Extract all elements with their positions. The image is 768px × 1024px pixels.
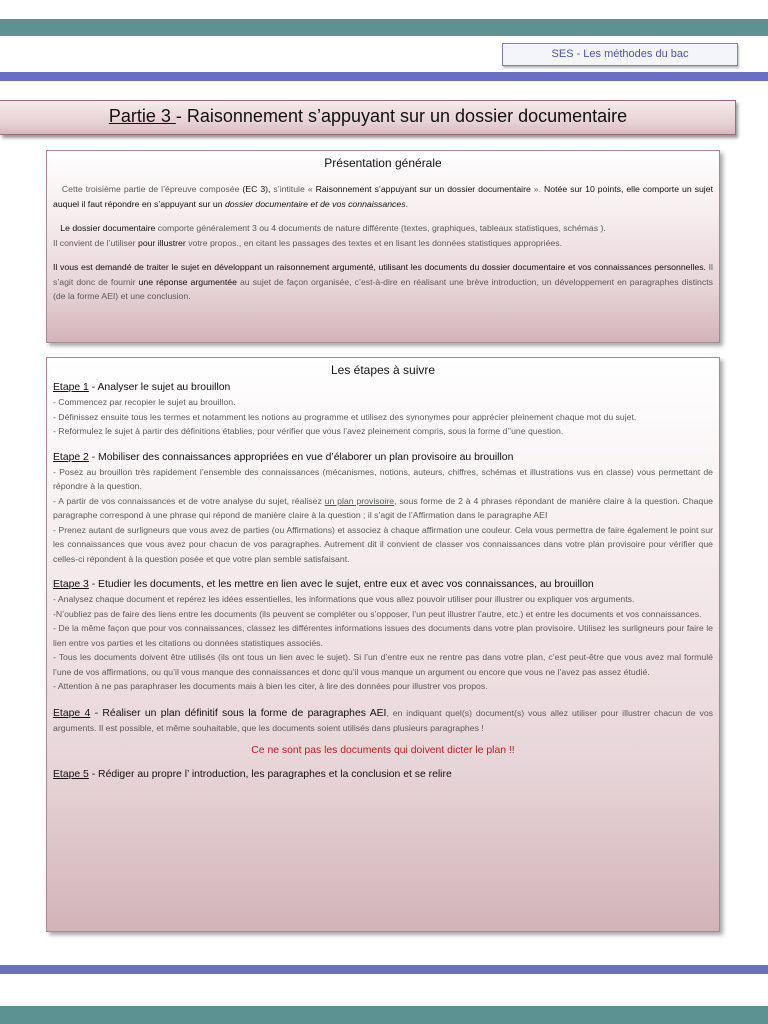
header-label: SES - Les méthodes du bac (551, 48, 689, 60)
title-banner (0, 100, 736, 135)
title-rest: - Raisonnement s’appuyant sur un dossier documentaire (175, 106, 628, 126)
etape-2-heading: Etape 2 - Mobiliser des connaissances appropriées en vue d’élaborer un plan provisoire au brouillon (53, 451, 514, 463)
bottom-blue-bar (0, 965, 768, 974)
etape-1-line: - Reformulez le sujet à partir des définitions établies, pour vérifier que vous l’avez pleinement compris, sous la forme d’’une question. (53, 426, 564, 436)
etape-2-line: - Prenez autant de surligneurs que vous avez de parties (ou Affirmations) et associez à chaque affirmation une couleur. Cela vous permettra de faire également le point sur les connaissances que vous avez pour chacun de vos paragraphes. Autrement dit il convient de classer vos connaissances dans votre plan provisoire pour vérifier que celles-ci répondent à la question posée et que votre plan semble satisfaisant. (53, 524, 713, 564)
etape-1-line: - Définissez ensuite tous les termes et notamment les notions au programme et utilisez des synonymes pour apprécier pleinement chaque mot du sujet. (53, 411, 637, 422)
etape-3-line: -N’oubliez pas de faire des liens entre les documents (ils peuvent se compléter ou s’opposer, l’un peut illustrer l’autre, etc.) et entre les documents et vos connaissances. (53, 608, 702, 619)
steps-panel (46, 357, 720, 932)
presentation-paragraph-2: Le dossier documentaire comporte généralement 3 ou 4 documents de nature différente (textes, graphiques, tableaux statistiques, schémas ). Il convient de l’utiliser pour illustrer votre propos., en citant les passages des textes et en lisant les données statistiques appropriées. (53, 223, 606, 248)
top-blue-bar (0, 72, 768, 81)
etape-3-line: - Analysez chaque document et repérez les idées essentielles, les informations que vous allez pouvoir utiliser pour illustrer ou expliquer vos arguments. (53, 594, 635, 604)
etape-3-line: - De la même façon que pour vos connaissances, classez les différentes informations issues des documents dans votre plan provisoire. Utilisez les surligneurs pour faire le lien entre vos parties et les citations ou données statistiques associés. (53, 623, 713, 648)
presentation-panel (46, 150, 720, 343)
etape-3-line: - Attention à ne pas paraphraser les documents mais à bien les citer, à lire des données pour illustrer vos propos. (53, 681, 488, 691)
etape-2-line: - Posez au brouillon très rapidement l’ensemble des connaissances (mécanismes, notions, auteurs, chiffres, schémas et illustrations vus en classe) vous permettant de répondre à la question. (53, 466, 713, 491)
top-teal-bar (0, 19, 768, 36)
presentation-heading: Présentation générale (324, 156, 442, 170)
etape-3-line: - Tous les documents doivent être utilisés (ils ont tous un lien avec le sujet). Si l’un d’entre eux ne rentre pas dans votre plan, c’est peut-être que vous avez mal formulé l’une de vos affirmations, ou qu’il vous manque des connaissances et donc qu’il vous manque un argument ou encore que vous ne l’avez pas assez étudié. (53, 652, 713, 677)
page-title (0, 106, 736, 127)
presentation-paragraph-3: Il vous est demandé de traiter le sujet en développant un raisonnement argumenté, utilisant les documents du dossier documentaire et vos connaissances personnelles. Il s’agit donc de fournir une réponse argumentée au sujet de façon organisée, c’est-à-dire en réalisant une brève introduction, un développement en paragraphes distincts (de la forme AEI) et une conclusion. (53, 262, 713, 301)
warning-text: Ce ne sont pas les documents qui doivent dicter le plan !! (251, 745, 515, 756)
etape-1-heading: Etape 1 - Analyser le sujet au brouillon (53, 382, 231, 393)
header-tab (502, 43, 738, 66)
presentation-paragraph-1: Cette troisième partie de l’épreuve composée (EC 3), s’intitule « Raisonnement s’appuyant sur un dossier documentaire ». Notée sur 10 points, elle comporte un sujet auquel il faut répondre en s’appuyant sur un dossier documentaire et de vos connaissances. (53, 184, 713, 209)
bottom-teal-bar (0, 1006, 768, 1024)
etape-2-line: - A partir de vos connaissances et de votre analyse du sujet, réalisez un plan provisoire, sous forme de 2 à 4 phrases répondant de manière claire à la question. Chaque paragraphe correspond à une phrase qui répond de manière claire à la question ; il s’agit de l’Affirmation dans le paragraphe AEI (53, 495, 713, 520)
title-prefix: Partie 3 (108, 106, 176, 126)
etape-4-paragraph: Etape 4 - Réaliser un plan définitif sous la forme de paragraphes AEI, en indiquant quel(s) document(s) vous allez utiliser pour illustrer chacun de vos arguments. Il est possible, et même souhaitable, que les documents soient utilisés dans plusieurs paragraphes ! (53, 707, 713, 733)
etape-1-line: - Commencez par recopier le sujet au brouillon. (53, 397, 236, 407)
etape-4-heading: Etape 4 - Réaliser un plan définitif sous la forme de paragraphes AEI (53, 707, 387, 719)
etape-3-heading: Etape 3 - Etudier les documents, et les mettre en lien avec le sujet, entre eux et avec vos connaissances, au brouillon (53, 579, 594, 590)
etape-5-heading: Etape 5 - Rédiger au propre l’ introduction, les paragraphes et la conclusion et se relire (53, 769, 452, 780)
steps-heading: Les étapes à suivre (330, 363, 436, 377)
